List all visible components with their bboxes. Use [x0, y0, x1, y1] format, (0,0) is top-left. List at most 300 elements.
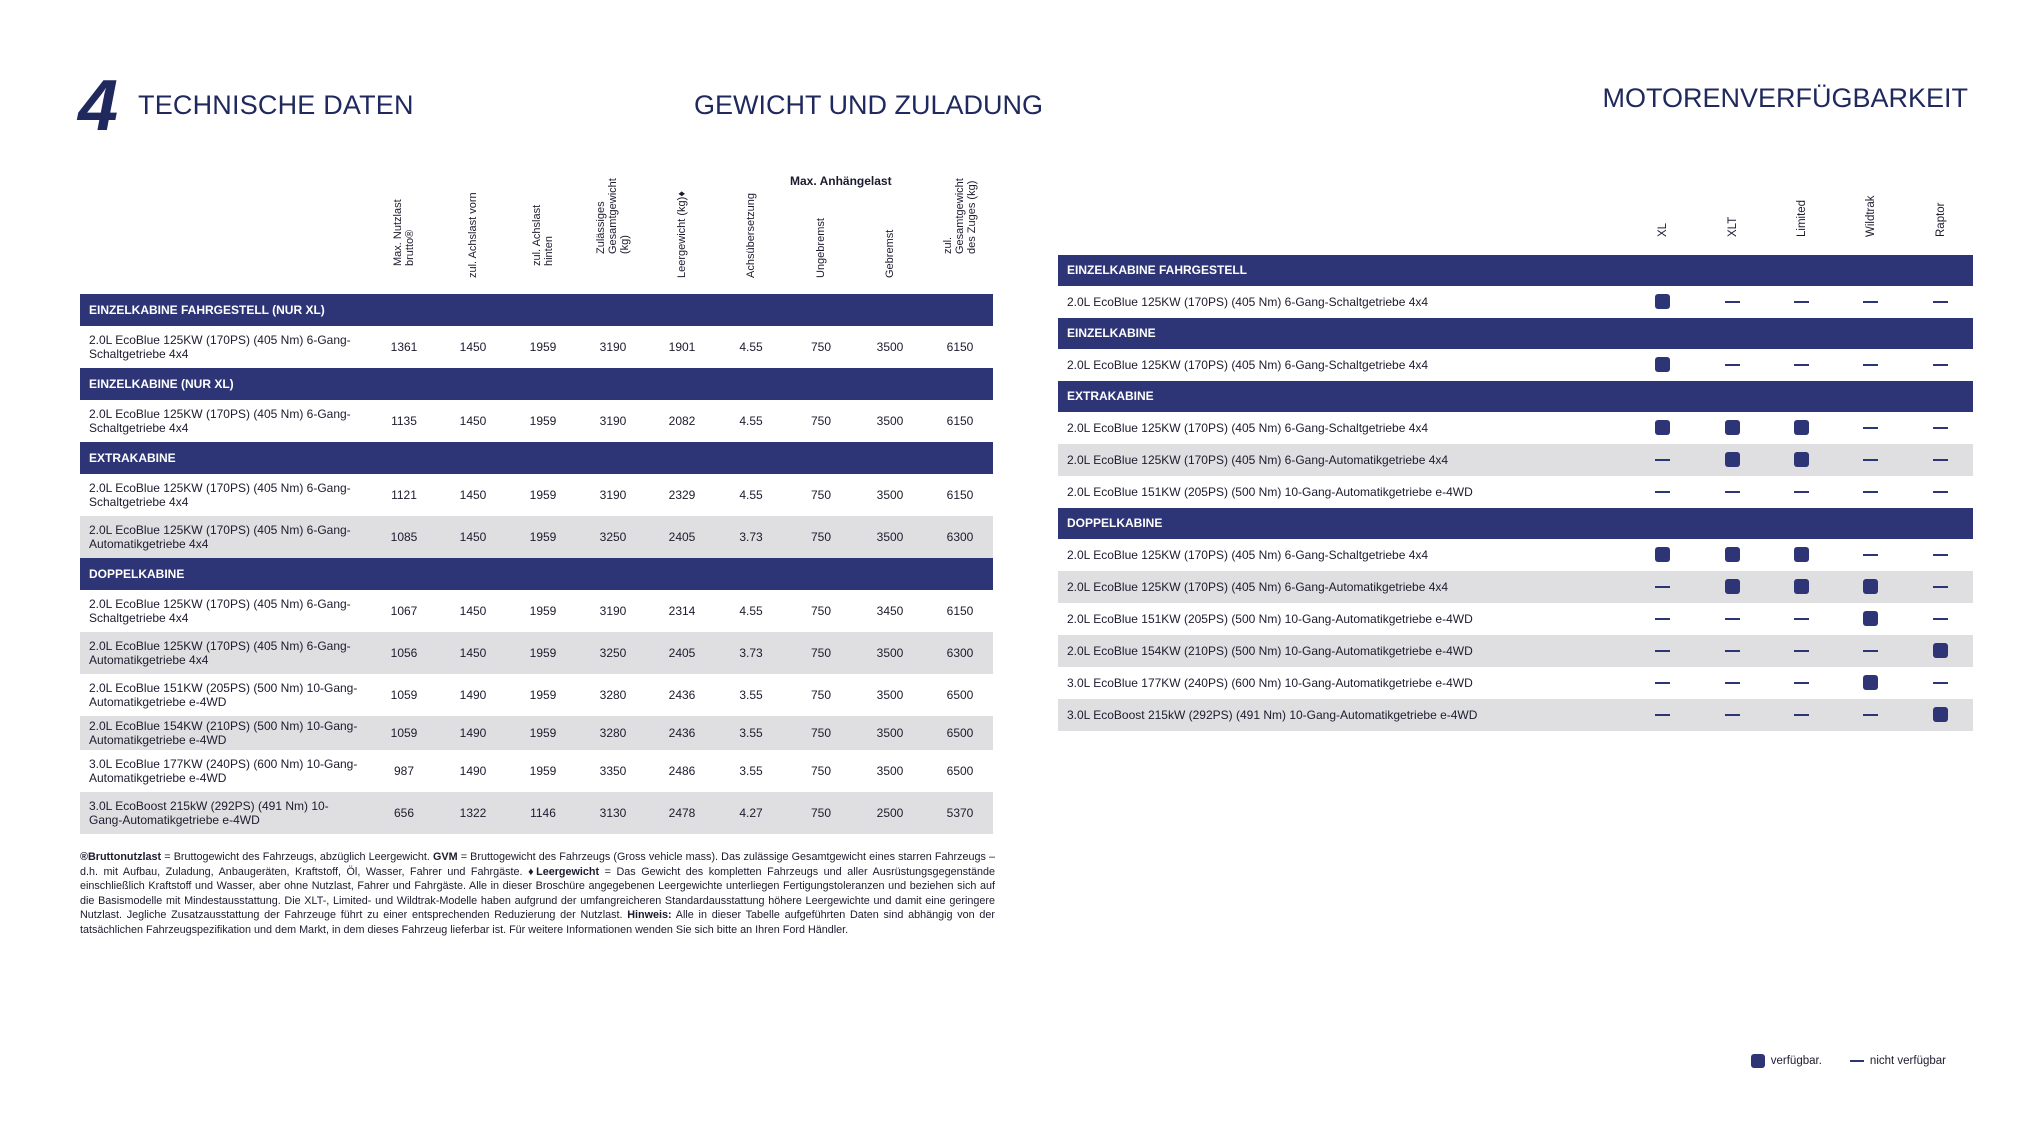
- unavailable-dash-icon: [1863, 427, 1878, 429]
- unavailable-cell: [1933, 547, 1949, 563]
- unavailable-cell: [1725, 357, 1741, 373]
- cell-value: 6150: [946, 414, 974, 428]
- trim-header: [1653, 189, 1673, 249]
- column-header-label: Achsübersetzung: [745, 193, 757, 278]
- available-cell: [1655, 547, 1671, 563]
- cell-value: 3500: [876, 764, 904, 778]
- cell-value: 750: [810, 530, 832, 544]
- footnote-term: Hinweis:: [627, 909, 672, 921]
- cell-value: 4.55: [739, 488, 763, 502]
- row-label: 2.0L EcoBlue 151KW (205PS) (500 Nm) 10-Gang-Automatikgetriebe e-4WD: [1067, 485, 1473, 499]
- cell-value: 750: [810, 340, 832, 354]
- table-row: [1058, 349, 1973, 381]
- category-header: DOPPELKABINE: [1058, 508, 1973, 539]
- available-cell: [1725, 547, 1741, 563]
- unavailable-dash-icon: [1725, 364, 1740, 366]
- unavailable-dash-icon: [1655, 682, 1670, 684]
- available-cell: [1794, 579, 1810, 595]
- column-header-label: zul. Gesamtgewicht des Zuges (kg): [942, 178, 978, 254]
- unavailable-cell: [1933, 484, 1949, 500]
- cell-value: 3500: [876, 646, 904, 660]
- unavailable-dash-icon: [1655, 459, 1670, 461]
- unavailable-cell: [1933, 579, 1949, 595]
- cell-value: 6300: [946, 530, 974, 544]
- unavailable-dash-icon: [1725, 682, 1740, 684]
- available-square-icon: [1655, 420, 1670, 435]
- available-square-icon: [1794, 547, 1809, 562]
- cell-value: 6300: [946, 646, 974, 660]
- cell-value: 987: [393, 764, 415, 778]
- footnote-text: = Bruttogewicht des Fahrzeugs, abzüglich Leergewicht.: [161, 851, 434, 863]
- available-square-icon: [1751, 1054, 1765, 1068]
- column-header-label: zul. Achslast vorn: [467, 192, 479, 278]
- available-cell: [1725, 452, 1741, 468]
- cell-value: 1959: [529, 414, 557, 428]
- weight-table-header: [80, 170, 993, 294]
- cell-value: 750: [810, 414, 832, 428]
- available-square-icon: [1794, 579, 1809, 594]
- cell-value: 4.55: [739, 414, 763, 428]
- available-square-icon: [1655, 547, 1670, 562]
- row-label: 2.0L EcoBlue 125KW (170PS) (405 Nm) 6-Gang-Automatikgetriebe 4x4: [1067, 580, 1449, 594]
- cell-value: 1959: [529, 604, 557, 618]
- unavailable-cell: [1863, 547, 1879, 563]
- available-square-icon: [1725, 420, 1740, 435]
- available-square-icon: [1794, 452, 1809, 467]
- cell-value: 1059: [390, 726, 418, 740]
- unavailable-dash-icon: [1863, 364, 1878, 366]
- cell-value: 6150: [946, 340, 974, 354]
- table-row: [80, 326, 993, 368]
- footnote-term: GVM: [433, 851, 458, 863]
- cell-value: 1959: [529, 688, 557, 702]
- row-label: 2.0L EcoBlue 125KW (170PS) (405 Nm) 6-Gang-Schaltgetriebe 4x4: [89, 481, 351, 509]
- unavailable-dash-icon: [1863, 491, 1878, 493]
- column-header: [942, 178, 978, 290]
- chapter-number: 4: [78, 66, 119, 146]
- cell-value: 1490: [459, 764, 487, 778]
- available-square-icon: [1725, 452, 1740, 467]
- row-label: 3.0L EcoBlue 177KW (240PS) (600 Nm) 10-Gang-Automatikgetriebe e-4WD: [89, 757, 358, 785]
- table-row: [80, 750, 993, 792]
- column-header: [880, 178, 900, 290]
- column-header: [394, 178, 414, 290]
- unavailable-cell: [1794, 675, 1810, 691]
- legend: [1751, 1054, 1946, 1068]
- row-label: 3.0L EcoBoost 215kW (292PS) (491 Nm) 10-Gang-Automatikgetriebe e-4WD: [1067, 708, 1478, 722]
- unavailable-cell: [1794, 707, 1810, 723]
- row-label: 2.0L EcoBlue 125KW (170PS) (405 Nm) 6-Gang-Schaltgetriebe 4x4: [1067, 548, 1429, 562]
- cell-value: 3450: [876, 604, 904, 618]
- cell-value: 1450: [459, 340, 487, 354]
- engine-table-header: [1058, 195, 1973, 255]
- category-header: EXTRAKABINE: [80, 442, 993, 474]
- footnote-text: = Bruttogewicht des Fahrzeugs (Gross vehicle mass). Das zulässige Gesamtgewicht eines starren Fahrzeugs – d.h. mit Aufbau, Zuladung, Anbaugeräten, Kraftstoff, Öl, Wasser, Fahrer und Fahrgäste.: [80, 851, 995, 878]
- unavailable-dash-icon: [1725, 618, 1740, 620]
- cell-value: 1450: [459, 414, 487, 428]
- footnote: [80, 850, 995, 937]
- row-label: 2.0L EcoBlue 125KW (170PS) (405 Nm) 6-Gang-Automatikgetriebe 4x4: [1067, 453, 1449, 467]
- column-header: [595, 178, 631, 290]
- unavailable-dash-icon: [1933, 682, 1948, 684]
- row-label: 2.0L EcoBlue 125KW (170PS) (405 Nm) 6-Gang-Schaltgetriebe 4x4: [1067, 421, 1429, 435]
- available-square-icon: [1863, 675, 1878, 690]
- available-cell: [1933, 707, 1949, 723]
- row-label: 2.0L EcoBlue 125KW (170PS) (405 Nm) 6-Gang-Automatikgetriebe 4x4: [89, 639, 351, 667]
- table-row: [80, 590, 993, 632]
- unavailable-dash-icon: [1794, 682, 1809, 684]
- column-header: [811, 178, 831, 290]
- unavailable-cell: [1725, 484, 1741, 500]
- cell-value: 1067: [390, 604, 418, 618]
- unavailable-cell: [1933, 420, 1949, 436]
- category-header: EINZELKABINE (NUR XL): [80, 368, 993, 400]
- column-header: [463, 178, 483, 290]
- unavailable-cell: [1794, 643, 1810, 659]
- category-header: DOPPELKABINE: [80, 558, 993, 590]
- unavailable-cell: [1725, 675, 1741, 691]
- unavailable-dash-icon: [1655, 618, 1670, 620]
- available-square-icon: [1933, 643, 1948, 658]
- unavailable-dash-icon: [1933, 491, 1948, 493]
- unavailable-cell: [1863, 484, 1879, 500]
- row-label: 2.0L EcoBlue 125KW (170PS) (405 Nm) 6-Gang-Schaltgetriebe 4x4: [1067, 358, 1429, 372]
- cell-value: 3.55: [739, 764, 763, 778]
- cell-value: 2500: [876, 806, 904, 820]
- table-row: [1058, 571, 1973, 603]
- unavailable-cell: [1655, 452, 1671, 468]
- unavailable-dash-icon: [1863, 714, 1878, 716]
- cell-value: 3250: [599, 646, 627, 660]
- unavailable-dash-icon: [1725, 491, 1740, 493]
- column-header-label: Gebremst: [884, 229, 896, 278]
- unavailable-dash-icon: [1794, 650, 1809, 652]
- cell-value: 2436: [668, 726, 696, 740]
- cell-value: 2405: [668, 530, 696, 544]
- column-header-label: Zulässiges Gesamtgewicht (kg): [595, 178, 631, 254]
- available-square-icon: [1933, 707, 1948, 722]
- available-cell: [1933, 643, 1949, 659]
- row-label: 2.0L EcoBlue 151KW (205PS) (500 Nm) 10-Gang-Automatikgetriebe e-4WD: [89, 681, 358, 709]
- unavailable-dash-icon: [1725, 301, 1740, 303]
- cell-value: 750: [810, 806, 832, 820]
- cell-value: 3190: [599, 414, 627, 428]
- cell-value: 2478: [668, 806, 696, 820]
- unavailable-cell: [1794, 294, 1810, 310]
- unavailable-cell: [1725, 643, 1741, 659]
- legend-available-label: verfügbar.: [1770, 1055, 1822, 1067]
- trim-header: [1861, 189, 1881, 249]
- unavailable-dash-icon: [1794, 714, 1809, 716]
- cell-value: 6500: [946, 764, 974, 778]
- trim-header: [1792, 189, 1812, 249]
- cell-value: 3.73: [739, 530, 763, 544]
- category-header: EXTRAKABINE: [1058, 381, 1973, 412]
- cell-value: 1135: [391, 414, 417, 428]
- row-label: 2.0L EcoBlue 125KW (170PS) (405 Nm) 6-Gang-Schaltgetriebe 4x4: [89, 597, 351, 625]
- cell-value: 2405: [668, 646, 696, 660]
- trim-label: Raptor: [1935, 202, 1947, 237]
- unavailable-cell: [1933, 675, 1949, 691]
- cell-value: 1959: [529, 646, 557, 660]
- weight-table: [80, 170, 993, 834]
- cell-value: 3250: [599, 530, 627, 544]
- unavailable-dash-icon: [1655, 491, 1670, 493]
- trim-label: XL: [1657, 222, 1669, 237]
- unavailable-dash-icon: [1933, 554, 1948, 556]
- unavailable-cell: [1863, 294, 1879, 310]
- footnote-term: ♦Leergewicht: [528, 865, 600, 878]
- footnote-term: ®Bruttonutzlast: [80, 851, 162, 863]
- available-square-icon: [1863, 579, 1878, 594]
- table-row: [1058, 286, 1973, 318]
- unavailable-dash-icon: [1933, 427, 1948, 429]
- cell-value: 1450: [459, 488, 487, 502]
- unavailable-dash-icon: [1863, 650, 1878, 652]
- unavailable-dash-icon: [1863, 554, 1878, 556]
- unavailable-cell: [1655, 707, 1671, 723]
- unavailable-cell: [1794, 357, 1810, 373]
- available-square-icon: [1725, 579, 1740, 594]
- cell-value: 1959: [529, 764, 557, 778]
- cell-value: 1450: [459, 646, 487, 660]
- cell-value: 750: [810, 646, 832, 660]
- unavailable-dash-icon: [1863, 301, 1878, 303]
- cell-value: 3130: [599, 806, 627, 820]
- unavailable-cell: [1655, 643, 1671, 659]
- table-row: [1058, 603, 1973, 635]
- unavailable-cell: [1725, 294, 1741, 310]
- unavailable-cell: [1933, 611, 1949, 627]
- cell-value: 1959: [529, 726, 557, 740]
- cell-value: 1056: [390, 646, 418, 660]
- unavailable-dash-icon: [1863, 459, 1878, 461]
- cell-value: 2436: [668, 688, 696, 702]
- cell-value: 656: [393, 806, 415, 820]
- available-cell: [1794, 420, 1810, 436]
- available-square-icon: [1655, 357, 1670, 372]
- available-cell: [1655, 420, 1671, 436]
- unavailable-cell: [1655, 484, 1671, 500]
- table-row: [80, 674, 993, 716]
- cell-value: 1901: [668, 340, 696, 354]
- cell-value: 750: [810, 726, 832, 740]
- column-header: [533, 178, 553, 290]
- cell-value: 1490: [459, 688, 487, 702]
- available-cell: [1655, 357, 1671, 373]
- cell-value: 4.27: [739, 806, 763, 820]
- cell-value: 6500: [946, 726, 974, 740]
- unavailable-cell: [1863, 707, 1879, 723]
- available-cell: [1794, 547, 1810, 563]
- cell-value: 2082: [668, 414, 696, 428]
- unavailable-dash-icon: [1794, 364, 1809, 366]
- unavailable-cell: [1933, 452, 1949, 468]
- cell-value: 4.55: [739, 340, 763, 354]
- cell-value: 1450: [459, 604, 487, 618]
- cell-value: 1322: [459, 806, 487, 820]
- cell-value: 750: [810, 764, 832, 778]
- unavailable-cell: [1655, 675, 1671, 691]
- category-header: EINZELKABINE: [1058, 318, 1973, 349]
- row-label: 2.0L EcoBlue 154KW (210PS) (500 Nm) 10-Gang-Automatikgetriebe e-4WD: [89, 719, 358, 747]
- row-label: 2.0L EcoBlue 125KW (170PS) (405 Nm) 6-Gang-Schaltgetriebe 4x4: [89, 407, 351, 435]
- row-label: 2.0L EcoBlue 154KW (210PS) (500 Nm) 10-Gang-Automatikgetriebe e-4WD: [1067, 644, 1473, 658]
- available-cell: [1725, 420, 1741, 436]
- available-square-icon: [1863, 611, 1878, 626]
- cell-value: 750: [810, 604, 832, 618]
- row-label: 2.0L EcoBlue 125KW (170PS) (405 Nm) 6-Gang-Schaltgetriebe 4x4: [89, 333, 351, 361]
- cell-value: 3190: [599, 604, 627, 618]
- cell-value: 3280: [599, 726, 627, 740]
- cell-value: 3190: [599, 340, 627, 354]
- unavailable-dash-icon: [1933, 586, 1948, 588]
- unavailable-cell: [1725, 707, 1741, 723]
- cell-value: 6150: [946, 488, 974, 502]
- unavailable-dash-icon: [1794, 491, 1809, 493]
- row-label: 3.0L EcoBoost 215kW (292PS) (491 Nm) 10-Gang-Automatikgetriebe e-4WD: [89, 799, 329, 827]
- unavailable-dash-icon: [1655, 650, 1670, 652]
- cell-value: 3500: [876, 530, 904, 544]
- table-row: [1058, 412, 1973, 444]
- cell-value: 6500: [946, 688, 974, 702]
- unavailable-cell: [1863, 643, 1879, 659]
- table-row: [1058, 667, 1973, 699]
- unavailable-dash-icon: [1794, 618, 1809, 620]
- footnote-text: Alle in dieser Tabelle aufgeführten Daten sind abhängig von der tatsächlichen Fahrzeugspezifikation und dem Markt, in dem dieses Fahrzeug lieferbar ist. Für weitere Informationen wenden Sie sich bitte an Ihren Ford Händler.: [80, 909, 995, 936]
- cell-value: 1959: [529, 488, 557, 502]
- column-header-label: Leergewicht (kg)♦: [676, 191, 688, 278]
- unavailable-cell: [1655, 611, 1671, 627]
- table-row: [80, 792, 993, 834]
- column-header: [741, 178, 761, 290]
- unavailable-cell: [1725, 611, 1741, 627]
- cell-value: 1146: [530, 806, 556, 820]
- cell-value: 2486: [668, 764, 696, 778]
- cell-value: 1085: [390, 530, 418, 544]
- category-header: EINZELKABINE FAHRGESTELL (NUR XL): [80, 294, 993, 326]
- engines-section-title: MOTORENVERFÜGBARKEIT: [1602, 83, 1968, 113]
- table-row: [80, 632, 993, 674]
- cell-value: 2329: [668, 488, 696, 502]
- cell-value: 5370: [946, 806, 974, 820]
- available-cell: [1863, 579, 1879, 595]
- row-label: 3.0L EcoBlue 177KW (240PS) (600 Nm) 10-Gang-Automatikgetriebe e-4WD: [1067, 676, 1473, 690]
- trim-header: [1931, 189, 1951, 249]
- chapter-title: TECHNISCHE DATEN: [138, 90, 414, 120]
- unavailable-cell: [1863, 452, 1879, 468]
- unavailable-dash-icon: [1725, 650, 1740, 652]
- cell-value: 750: [810, 688, 832, 702]
- legend-unavailable-label: nicht verfügbar: [1869, 1055, 1946, 1067]
- trim-header: [1723, 189, 1743, 249]
- unavailable-dash-icon: [1850, 1060, 1864, 1062]
- table-row: [1058, 699, 1973, 731]
- unavailable-cell: [1933, 294, 1949, 310]
- unavailable-cell: [1794, 611, 1810, 627]
- row-label: 2.0L EcoBlue 125KW (170PS) (405 Nm) 6-Gang-Automatikgetriebe 4x4: [89, 523, 351, 551]
- cell-value: 3350: [599, 764, 627, 778]
- unavailable-dash-icon: [1725, 714, 1740, 716]
- unavailable-dash-icon: [1933, 618, 1948, 620]
- unavailable-cell: [1863, 357, 1879, 373]
- available-cell: [1725, 579, 1741, 595]
- cell-value: 3190: [599, 488, 627, 502]
- cell-value: 1361: [390, 340, 418, 354]
- cell-value: 1959: [529, 530, 557, 544]
- engine-availability-table: [1058, 195, 1973, 731]
- unavailable-dash-icon: [1794, 301, 1809, 303]
- cell-value: 3500: [876, 340, 904, 354]
- unavailable-dash-icon: [1655, 714, 1670, 716]
- cell-value: 6150: [946, 604, 974, 618]
- cell-value: 3.55: [739, 688, 763, 702]
- available-cell: [1794, 452, 1810, 468]
- column-header-label: Max. Nutzlast brutto®: [392, 199, 416, 266]
- cell-value: 1959: [529, 340, 557, 354]
- cell-value: 750: [810, 488, 832, 502]
- group-label-anhaengelast: Max. Anhängelast: [790, 174, 892, 188]
- unavailable-dash-icon: [1933, 364, 1948, 366]
- table-row: [80, 716, 993, 750]
- column-header: [672, 178, 692, 290]
- column-header-label: zul. Achslast hinten: [531, 204, 555, 266]
- cell-value: 2314: [668, 604, 696, 618]
- cell-value: 3500: [876, 688, 904, 702]
- available-square-icon: [1655, 294, 1670, 309]
- cell-value: 4.55: [739, 604, 763, 618]
- available-cell: [1863, 675, 1879, 691]
- cell-value: 3500: [876, 726, 904, 740]
- row-label: 2.0L EcoBlue 125KW (170PS) (405 Nm) 6-Gang-Schaltgetriebe 4x4: [1067, 295, 1429, 309]
- unavailable-cell: [1794, 484, 1810, 500]
- cell-value: 1450: [459, 530, 487, 544]
- cell-value: 1490: [459, 726, 487, 740]
- available-cell: [1655, 294, 1671, 310]
- cell-value: 3.55: [739, 726, 763, 740]
- table-row: [80, 516, 993, 558]
- cell-value: 1121: [391, 488, 417, 502]
- table-row: [1058, 476, 1973, 508]
- table-row: [1058, 635, 1973, 667]
- unavailable-dash-icon: [1933, 301, 1948, 303]
- row-label: 2.0L EcoBlue 151KW (205PS) (500 Nm) 10-Gang-Automatikgetriebe e-4WD: [1067, 612, 1473, 626]
- unavailable-cell: [1933, 357, 1949, 373]
- available-cell: [1863, 611, 1879, 627]
- footnote-text: = Das Gewicht des kompletten Fahrzeugs und aller Ausrüstungsgegenstände einschließlich Kraftstoff und Wasser, aber ohne Nutzlast, Fahrer und Fahrgäste. Alle in dieser Broschüre angegebenen Leergewichte unterliegen Fertigungstoleranzen und beziehen sich auf die Basismodelle mit Mindestausstattung. Die XLT-, Limited- und Wildtrak-Modelle haben aufgrund der umfangreicheren Standardausstattung höhere Leergewichte und damit eine geringere Nutzlast. Jegliche Zusatzausstattung der Fahrzeuge führt zu einer entsprechenden Reduzierung der Nutzlast.: [80, 865, 996, 921]
- weight-section-title: GEWICHT UND ZULADUNG: [694, 90, 1044, 120]
- table-row: [80, 400, 993, 442]
- cell-value: 3280: [599, 688, 627, 702]
- table-row: [1058, 444, 1973, 476]
- table-row: [1058, 539, 1973, 571]
- trim-label: Wildtrak: [1865, 195, 1877, 237]
- unavailable-dash-icon: [1655, 586, 1670, 588]
- unavailable-cell: [1655, 579, 1671, 595]
- cell-value: 1059: [390, 688, 418, 702]
- cell-value: 3.73: [739, 646, 763, 660]
- column-header-label: Ungebremst: [815, 218, 827, 278]
- cell-value: 3500: [876, 414, 904, 428]
- unavailable-dash-icon: [1933, 459, 1948, 461]
- unavailable-cell: [1863, 420, 1879, 436]
- available-square-icon: [1725, 547, 1740, 562]
- trim-label: Limited: [1796, 199, 1808, 237]
- trim-label: XLT: [1727, 216, 1739, 237]
- available-square-icon: [1794, 420, 1809, 435]
- table-row: [80, 474, 993, 516]
- cell-value: 3500: [876, 488, 904, 502]
